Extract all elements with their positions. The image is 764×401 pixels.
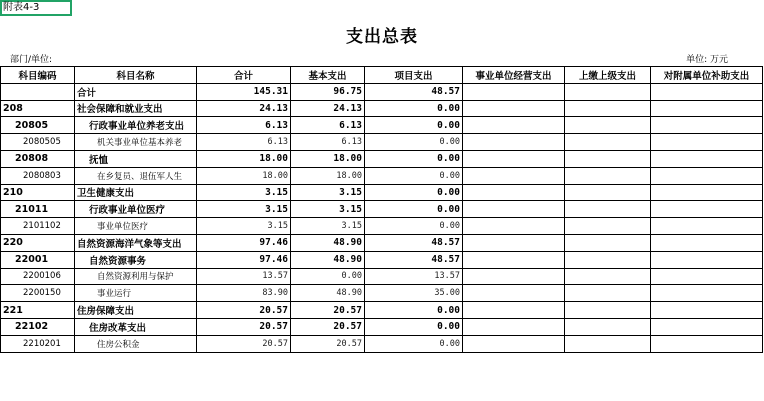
- cell-project[interactable]: 0.00: [365, 184, 463, 201]
- table-row: [1, 83, 763, 100]
- cell-basic[interactable]: 48.90: [291, 285, 365, 302]
- cell-name[interactable]: 自然资源事务: [75, 251, 197, 268]
- cell-subsidy[interactable]: [651, 285, 763, 302]
- cell-code[interactable]: 21011: [1, 201, 75, 218]
- cell-project[interactable]: 0.00: [365, 150, 463, 167]
- table-row: [1, 218, 763, 235]
- col-header-project[interactable]: 项目支出: [365, 67, 463, 84]
- cell-business[interactable]: [463, 302, 565, 319]
- table-row: [1, 167, 763, 184]
- cell-project[interactable]: 0.00: [365, 117, 463, 134]
- cell-upper[interactable]: [565, 134, 651, 151]
- cell-code[interactable]: 22102: [1, 318, 75, 335]
- table-row: [1, 268, 763, 285]
- cell-subsidy[interactable]: [651, 150, 763, 167]
- cell-code[interactable]: 2080505: [1, 134, 75, 151]
- cell-code[interactable]: 2080803: [1, 167, 75, 184]
- cell-code[interactable]: 221: [1, 302, 75, 319]
- cell-subsidy[interactable]: [651, 83, 763, 100]
- cell-name[interactable]: 卫生健康支出: [75, 184, 197, 201]
- cell-code[interactable]: 2210201: [1, 335, 75, 352]
- cell-subsidy[interactable]: [651, 335, 763, 352]
- cell-upper[interactable]: [565, 100, 651, 117]
- col-header-name[interactable]: 科目名称: [75, 67, 197, 84]
- cell-business[interactable]: [463, 201, 565, 218]
- cell-upper[interactable]: [565, 302, 651, 319]
- cell-business[interactable]: [463, 318, 565, 335]
- cell-upper[interactable]: [565, 234, 651, 251]
- cell-name[interactable]: 事业单位医疗: [75, 218, 197, 235]
- selected-cell-sheet-tag[interactable]: 附表4-3: [0, 0, 72, 16]
- cell-basic[interactable]: 6.13: [291, 117, 365, 134]
- cell-name[interactable]: 住房改革支出: [75, 318, 197, 335]
- cell-total[interactable]: 20.57: [197, 335, 291, 352]
- expenditure-table: [0, 66, 763, 353]
- col-header-total[interactable]: 合计: [197, 67, 291, 84]
- unit-label: 单位: 万元: [686, 55, 728, 65]
- cell-code[interactable]: 2200150: [1, 285, 75, 302]
- cell-upper[interactable]: [565, 335, 651, 352]
- cell-total[interactable]: 18.00: [197, 150, 291, 167]
- cell-code[interactable]: 220: [1, 234, 75, 251]
- table-row: [1, 318, 763, 335]
- cell-project[interactable]: 0.00: [365, 134, 463, 151]
- cell-subsidy[interactable]: [651, 184, 763, 201]
- dept-label: 部门/单位:: [10, 55, 53, 65]
- table-row: [1, 251, 763, 268]
- cell-business[interactable]: [463, 285, 565, 302]
- cell-basic[interactable]: 20.57: [291, 318, 365, 335]
- cell-name[interactable]: 事业运行: [75, 285, 197, 302]
- cell-subsidy[interactable]: [651, 234, 763, 251]
- cell-business[interactable]: [463, 134, 565, 151]
- cell-code[interactable]: 208: [1, 100, 75, 117]
- cell-total[interactable]: 3.15: [197, 184, 291, 201]
- cell-name[interactable]: 行政事业单位医疗: [75, 201, 197, 218]
- cell-basic[interactable]: 3.15: [291, 218, 365, 235]
- cell-name[interactable]: 抚恤: [75, 150, 197, 167]
- table-row: [1, 302, 763, 319]
- cell-project[interactable]: 0.00: [365, 167, 463, 184]
- cell-project[interactable]: 0.00: [365, 218, 463, 235]
- cell-basic[interactable]: 24.13: [291, 100, 365, 117]
- cell-upper[interactable]: [565, 83, 651, 100]
- cell-name[interactable]: 自然资源利用与保护: [75, 268, 197, 285]
- cell-business[interactable]: [463, 335, 565, 352]
- cell-subsidy[interactable]: [651, 167, 763, 184]
- cell-basic[interactable]: 3.15: [291, 184, 365, 201]
- cell-upper[interactable]: [565, 268, 651, 285]
- col-header-basic[interactable]: 基本支出: [291, 67, 365, 84]
- cell-upper[interactable]: [565, 167, 651, 184]
- cell-basic[interactable]: 18.00: [291, 150, 365, 167]
- cell-subsidy[interactable]: [651, 134, 763, 151]
- cell-upper[interactable]: [565, 117, 651, 134]
- cell-business[interactable]: [463, 167, 565, 184]
- cell-subsidy[interactable]: [651, 251, 763, 268]
- cell-subsidy[interactable]: [651, 318, 763, 335]
- cell-business[interactable]: [463, 117, 565, 134]
- table-row: [1, 234, 763, 251]
- cell-project[interactable]: 35.00: [365, 285, 463, 302]
- cell-subsidy[interactable]: [651, 268, 763, 285]
- cell-basic[interactable]: 96.75: [291, 83, 365, 100]
- cell-basic[interactable]: 48.90: [291, 234, 365, 251]
- table-row: [1, 335, 763, 352]
- cell-upper[interactable]: [565, 150, 651, 167]
- cell-business[interactable]: [463, 150, 565, 167]
- table-row: [1, 134, 763, 151]
- cell-total[interactable]: 24.13: [197, 100, 291, 117]
- cell-business[interactable]: [463, 218, 565, 235]
- col-header-subsidy[interactable]: 对附属单位补助支出: [651, 67, 763, 84]
- cell-name[interactable]: 合计: [75, 83, 197, 100]
- cell-code[interactable]: 2200106: [1, 268, 75, 285]
- cell-total[interactable]: 83.90: [197, 285, 291, 302]
- cell-name[interactable]: 住房公积金: [75, 335, 197, 352]
- cell-basic[interactable]: 20.57: [291, 302, 365, 319]
- cell-project[interactable]: 48.57: [365, 234, 463, 251]
- cell-business[interactable]: [463, 184, 565, 201]
- cell-project[interactable]: 0.00: [365, 201, 463, 218]
- cell-project[interactable]: 0.00: [365, 302, 463, 319]
- cell-upper[interactable]: [565, 218, 651, 235]
- table-row: [1, 184, 763, 201]
- cell-upper[interactable]: [565, 318, 651, 335]
- cell-subsidy[interactable]: [651, 117, 763, 134]
- cell-name[interactable]: 行政事业单位养老支出: [75, 117, 197, 134]
- cell-basic[interactable]: 0.00: [291, 268, 365, 285]
- cell-subsidy[interactable]: [651, 100, 763, 117]
- col-header-code[interactable]: 科目编码: [1, 67, 75, 84]
- table-row: [1, 285, 763, 302]
- cell-total[interactable]: 97.46: [197, 234, 291, 251]
- cell-upper[interactable]: [565, 184, 651, 201]
- table-row: [1, 100, 763, 117]
- cell-name[interactable]: 自然资源海洋气象等支出: [75, 234, 197, 251]
- cell-total[interactable]: 97.46: [197, 251, 291, 268]
- cell-basic[interactable]: 18.00: [291, 167, 365, 184]
- page-title: 支出总表: [346, 27, 418, 47]
- cell-total[interactable]: 13.57: [197, 268, 291, 285]
- cell-code[interactable]: 20808: [1, 150, 75, 167]
- col-header-business[interactable]: 事业单位经营支出: [463, 67, 565, 84]
- col-header-upper[interactable]: 上缴上级支出: [565, 67, 651, 84]
- cell-business[interactable]: [463, 268, 565, 285]
- cell-upper[interactable]: [565, 201, 651, 218]
- cell-business[interactable]: [463, 234, 565, 251]
- header-row: [1, 67, 763, 84]
- cell-business[interactable]: [463, 251, 565, 268]
- cell-business[interactable]: [463, 83, 565, 100]
- cell-code[interactable]: 20805: [1, 117, 75, 134]
- cell-basic[interactable]: 6.13: [291, 134, 365, 151]
- cell-code[interactable]: 22001: [1, 251, 75, 268]
- table-row: [1, 201, 763, 218]
- table-row: [1, 150, 763, 167]
- cell-code[interactable]: [1, 83, 75, 100]
- cell-name[interactable]: 在乡复员、退伍军人生: [75, 167, 197, 184]
- cell-business[interactable]: [463, 100, 565, 117]
- cell-basic[interactable]: 3.15: [291, 201, 365, 218]
- cell-project[interactable]: 0.00: [365, 318, 463, 335]
- cell-basic[interactable]: 20.57: [291, 335, 365, 352]
- cell-subsidy[interactable]: [651, 201, 763, 218]
- cell-total[interactable]: 3.15: [197, 201, 291, 218]
- cell-subsidy[interactable]: [651, 302, 763, 319]
- cell-code[interactable]: 2101102: [1, 218, 75, 235]
- cell-total[interactable]: 20.57: [197, 318, 291, 335]
- cell-upper[interactable]: [565, 285, 651, 302]
- cell-code[interactable]: 210: [1, 184, 75, 201]
- cell-total[interactable]: 18.00: [197, 167, 291, 184]
- cell-total[interactable]: 3.15: [197, 218, 291, 235]
- cell-project[interactable]: 48.57: [365, 251, 463, 268]
- cell-name[interactable]: 住房保障支出: [75, 302, 197, 319]
- cell-upper[interactable]: [565, 251, 651, 268]
- cell-project[interactable]: 48.57: [365, 83, 463, 100]
- cell-project[interactable]: 0.00: [365, 335, 463, 352]
- cell-subsidy[interactable]: [651, 218, 763, 235]
- cell-name[interactable]: 社会保障和就业支出: [75, 100, 197, 117]
- table-row: [1, 117, 763, 134]
- cell-project[interactable]: 13.57: [365, 268, 463, 285]
- cell-name[interactable]: 机关事业单位基本养老: [75, 134, 197, 151]
- cell-total[interactable]: 20.57: [197, 302, 291, 319]
- cell-total[interactable]: 6.13: [197, 117, 291, 134]
- cell-project[interactable]: 0.00: [365, 100, 463, 117]
- cell-basic[interactable]: 48.90: [291, 251, 365, 268]
- cell-total[interactable]: 6.13: [197, 134, 291, 151]
- cell-total[interactable]: 145.31: [197, 83, 291, 100]
